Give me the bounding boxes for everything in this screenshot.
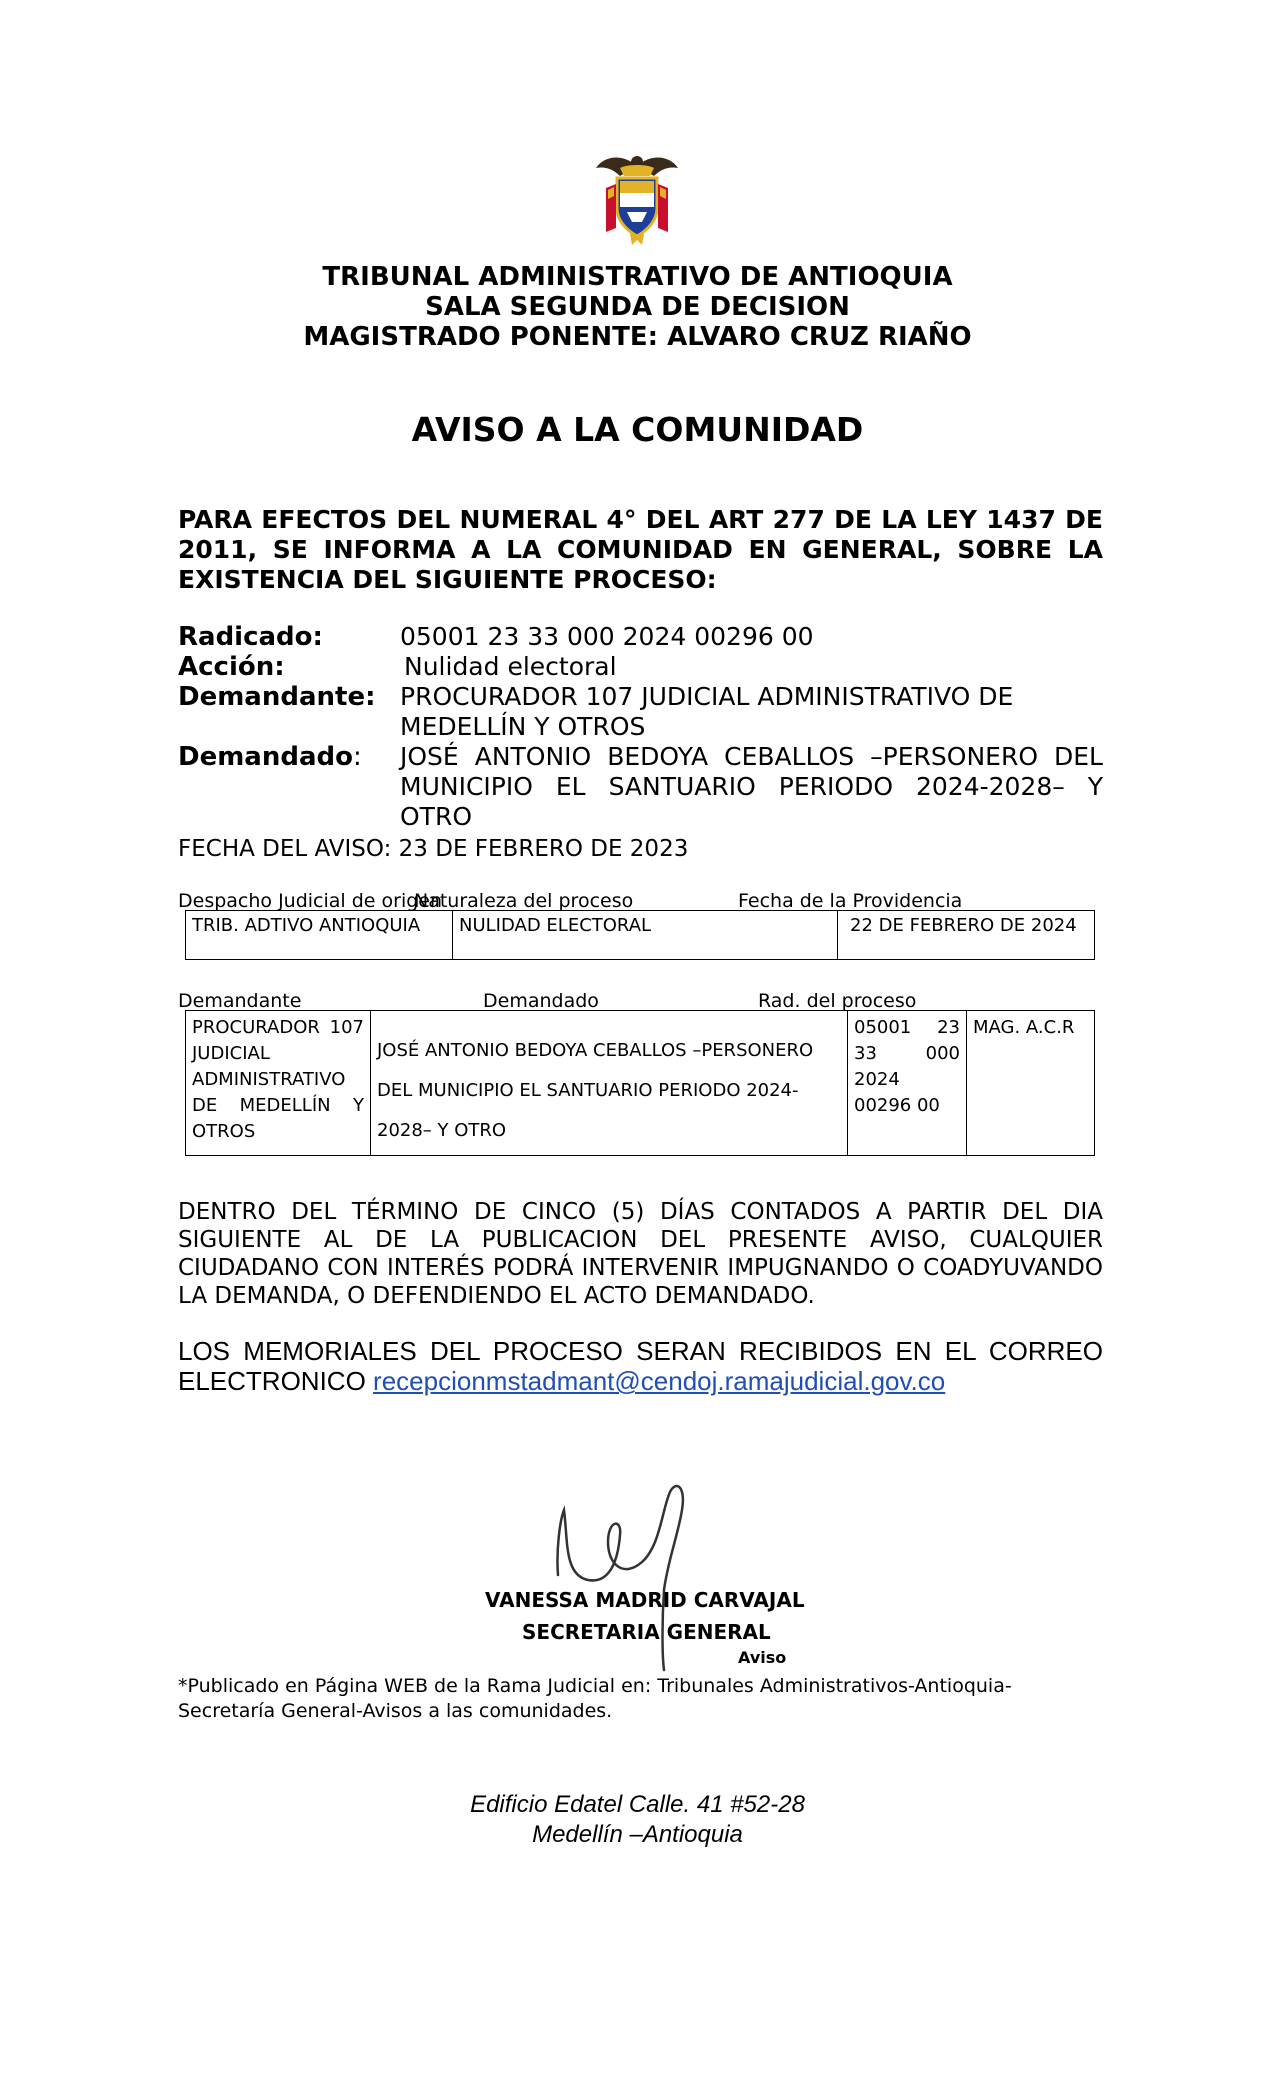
- signature-scribble: [550, 1480, 750, 1680]
- magistrate-name: MAGISTRADO PONENTE: ALVARO CRUZ RIAÑO: [303, 322, 972, 352]
- court-name: TRIBUNAL ADMINISTRATIVO DE ANTIOQUIA: [322, 262, 953, 292]
- table-providencia: [185, 910, 1095, 960]
- address-line2: Medellín –Antioquia: [532, 1821, 743, 1848]
- signature-tag: Aviso: [738, 1648, 787, 1667]
- publication-note: *Publicado en Página WEB de la Rama Judicial en: Tribunales Administrativos-Antioquia-Secretaría General-Avisos a las comunidades.: [178, 1675, 1012, 1722]
- table-row: [186, 1011, 1095, 1156]
- radicado-label: Radicado:: [178, 622, 323, 652]
- table1-header-naturaleza: Naturaleza del proceso: [414, 890, 634, 912]
- demandado-label-text: Demandado: [178, 742, 353, 772]
- demandado-colon: :: [353, 742, 362, 772]
- table2-header-rad: Rad. del proceso: [758, 990, 917, 1012]
- radicado-value: 05001 23 33 000 2024 00296 00: [400, 622, 814, 651]
- memoriales-text: LOS MEMORIALES DEL PROCESO SERAN RECIBIDOS EN EL CORREO ELECTRONICO: [178, 1336, 1103, 1396]
- accion-label: Acción:: [178, 652, 285, 682]
- intro-paragraph: PARA EFECTOS DEL NUMERAL 4° DEL ART 277 DE LA LEY 1437 DE 2011, SE INFORMA A LA COMUNIDAD EN GENERAL, SOBRE LA EXISTENCIA DEL SIGUIENTE PROCESO:: [178, 505, 1103, 594]
- chamber-name: SALA SEGUNDA DE DECISION: [425, 292, 850, 322]
- table-row: [186, 911, 1095, 960]
- demandado-label: [178, 742, 362, 772]
- address-line1: Edificio Edatel Calle. 41 #52-28: [470, 1791, 805, 1818]
- page-title: AVISO A LA COMUNIDAD: [411, 410, 864, 449]
- demandante-label: Demandante:: [178, 682, 376, 712]
- table1-header-despacho: Despacho Judicial de origen: [178, 890, 443, 912]
- table-cell: MAG. A.C.R: [967, 1011, 1095, 1156]
- table-cell: JOSÉ ANTONIO BEDOYA CEBALLOS –PERSONERO DEL MUNICIPIO EL SANTUARIO PERIODO 2024-2028– Y OTRO: [371, 1011, 848, 1156]
- termino-paragraph: DENTRO DEL TÉRMINO DE CINCO (5) DÍAS CONTADOS A PARTIR DEL DIA SIGUIENTE AL DE LA PUBLICACION DEL PRESENTE AVISO, CUALQUIER CIUDADANO CON INTERÉS PODRÁ INTERVENIR IMPUGNANDO O COADYUVANDO LA DEMANDA, O DEFENDIENDO EL ACTO DEMANDADO.: [178, 1199, 1103, 1309]
- memoriales-paragraph: [178, 1336, 1103, 1396]
- table-proceso: [185, 1010, 1095, 1156]
- accion-value: Nulidad electoral: [404, 652, 617, 681]
- table-cell: TRIB. ADTIVO ANTIOQUIA: [186, 911, 453, 960]
- demandado-value: JOSÉ ANTONIO BEDOYA CEBALLOS –PERSONERO DEL MUNICIPIO EL SANTUARIO PERIODO 2024-2028– Y OTRO: [400, 742, 1103, 831]
- table1-header-fecha: Fecha de la Providencia: [738, 890, 963, 912]
- table-cell: PROCURADOR 107 JUDICIAL ADMINISTRATIVO DE MEDELLÍN Y OTROS: [186, 1011, 371, 1156]
- signer-role: SECRETARIA GENERAL: [522, 1620, 771, 1644]
- email-link[interactable]: recepcionmstadmant@cendoj.ramajudicial.gov.co: [373, 1366, 946, 1396]
- coat-of-arms-logo: [592, 148, 682, 248]
- table-cell: NULIDAD ELECTORAL: [453, 911, 838, 960]
- signer-name: VANESSA MADRID CARVAJAL: [485, 1588, 805, 1612]
- fecha-aviso: FECHA DEL AVISO: 23 DE FEBRERO DE 2023: [178, 836, 689, 862]
- demandante-value: PROCURADOR 107 JUDICIAL ADMINISTRATIVO DE MEDELLÍN Y OTROS: [400, 682, 1014, 741]
- table-cell: 05001 23 33 000 2024 00296 00: [848, 1011, 967, 1156]
- table2-header-demandante: Demandante: [178, 990, 302, 1012]
- table2-header-demandado: Demandado: [483, 990, 599, 1012]
- table-cell: 22 DE FEBRERO DE 2024: [838, 911, 1095, 960]
